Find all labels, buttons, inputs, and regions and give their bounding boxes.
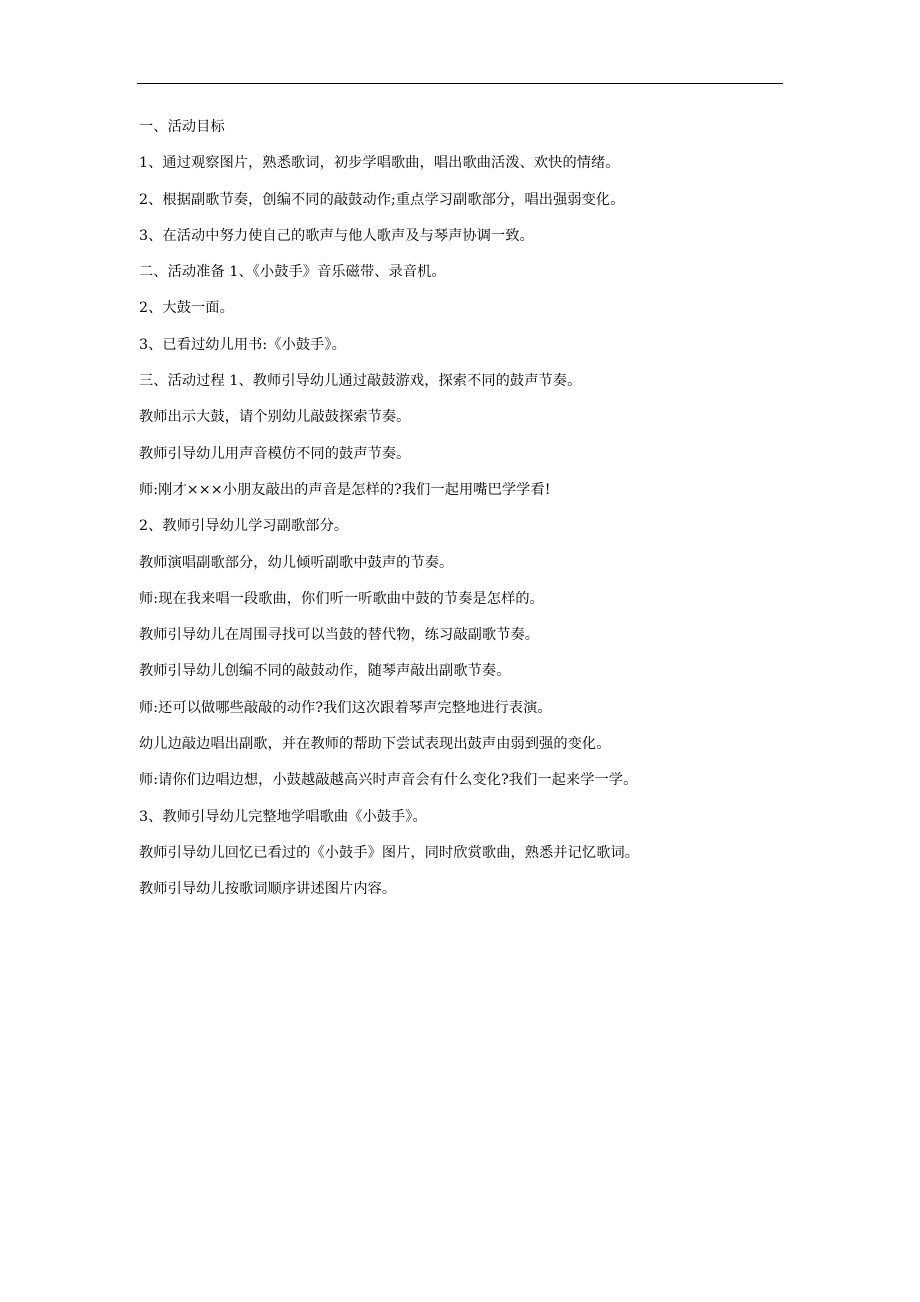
header-rule [137, 83, 783, 84]
paragraph: 幼儿边敲边唱出副歌，并在教师的帮助下尝试表现出鼓声由弱到强的变化。 [139, 736, 611, 753]
paragraph: 教师演唱副歌部分，幼儿倾听副歌中鼓声的节奏。 [139, 554, 454, 571]
document-body [139, 113, 799, 912]
paragraph: 教师引导幼儿回忆已看过的《小鼓手》图片，同时欣赏歌曲，熟悉并记忆歌词。 [139, 844, 640, 861]
paragraph: 师:刚才×××小朋友敲出的声音是怎样的?我们一起用嘴巴学学看! [139, 481, 551, 498]
paragraph: 2、教师引导幼儿学习副歌部分。 [139, 518, 349, 535]
paragraph: 教师引导幼儿用声音模仿不同的鼓声节奏。 [139, 445, 411, 462]
paragraph: 教师引导幼儿按歌词顺序讲述图片内容。 [139, 881, 397, 898]
paragraph: 师:现在我来唱一段歌曲，你们听一听歌曲中鼓的节奏是怎样的。 [139, 590, 544, 607]
paragraph: 3、教师引导幼儿完整地学唱歌曲《小鼓手》。 [139, 808, 427, 825]
section-heading-preparation: 二、活动准备 1、《小鼓手》音乐磁带、录音机。 [139, 264, 446, 281]
section-heading-goals: 一、活动目标 [139, 119, 225, 135]
paragraph: 教师引导幼儿在周围寻找可以当鼓的替代物，练习敲副歌节奏。 [139, 627, 540, 644]
paragraph: 教师引导幼儿创编不同的敲鼓动作，随琴声敲出副歌节奏。 [139, 663, 511, 680]
paragraph: 1、通过观察图片，熟悉歌词，初步学唱歌曲，唱出歌曲活泼、欢快的情绪。 [139, 155, 620, 172]
section-heading-process: 三、活动过程 1、教师引导幼儿通过敲鼓游戏，探索不同的鼓声节奏。 [139, 373, 582, 390]
paragraph: 3、在活动中努力使自己的歌声与他人歌声及与琴声协调一致。 [139, 227, 534, 244]
paragraph: 3、已看过幼儿用书:《小鼓手》。 [139, 336, 346, 353]
paragraph: 师:还可以做哪些敲敲的动作?我们这次跟着琴声完整地进行表演。 [139, 699, 552, 716]
paragraph: 2、根据副歌节奏，创编不同的敲鼓动作;重点学习副歌部分，唱出强弱变化。 [139, 191, 625, 208]
paragraph: 师:请你们边唱边想，小鼓越敲越高兴时声音会有什么变化?我们一起来学一学。 [139, 772, 638, 789]
paragraph: 2、大鼓一面。 [139, 300, 234, 317]
paragraph: 教师出示大鼓，请个别幼儿敲鼓探索节奏。 [139, 409, 411, 426]
